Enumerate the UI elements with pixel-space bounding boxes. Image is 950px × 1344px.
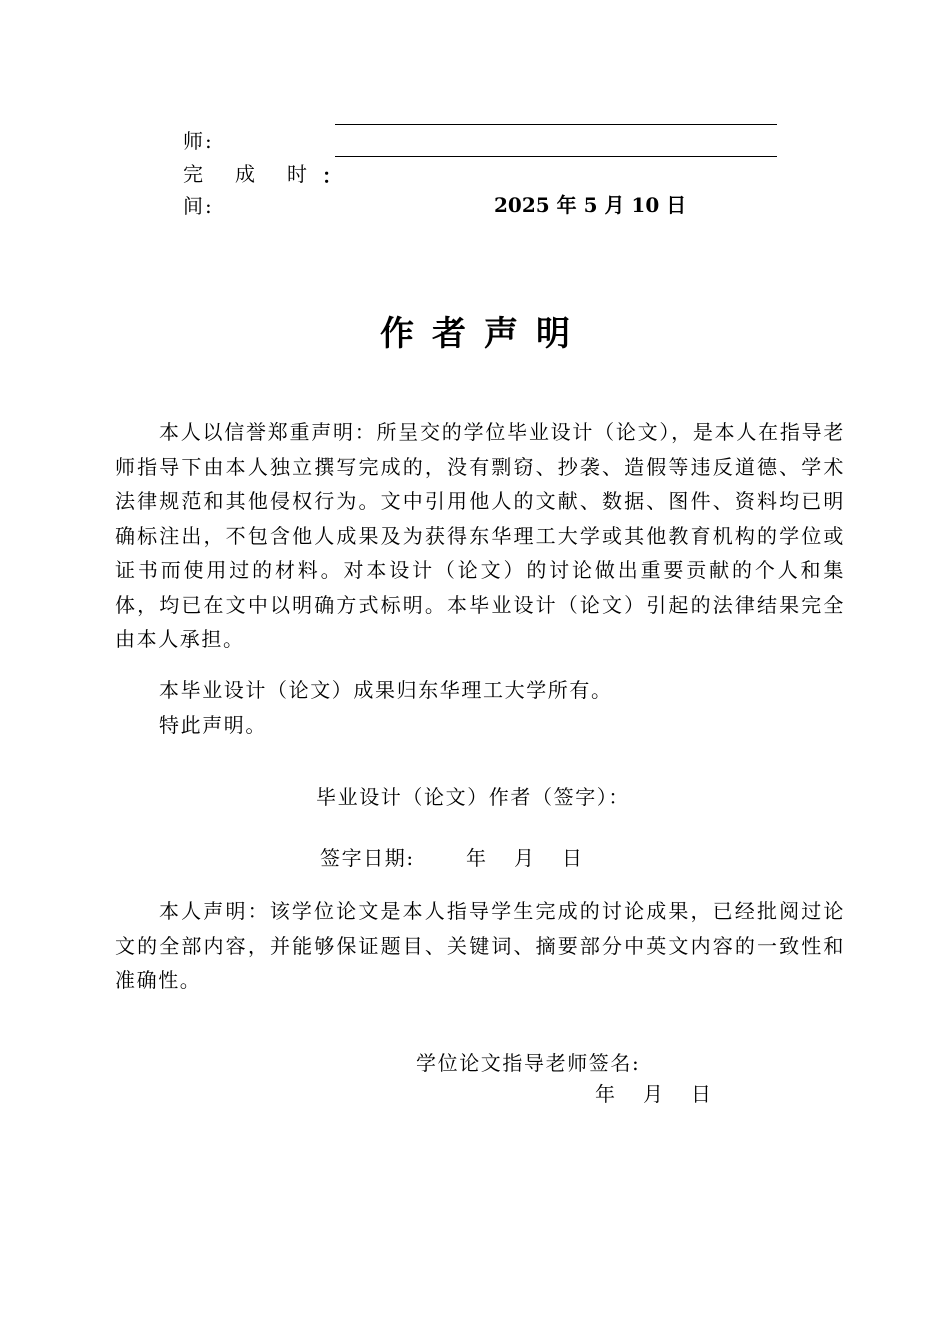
declaration-paragraph-2: 本毕业设计（论文）成果归东华理工大学所有。	[159, 678, 613, 702]
completion-colon: ：	[322, 164, 344, 188]
completion-label-bottom: 间:	[183, 194, 214, 218]
advisor-signature-line	[335, 124, 777, 125]
completion-date: 2025 年 5 月 10 日	[494, 193, 687, 217]
declaration-paragraph-1: 本人以信誉郑重声明：所呈交的学位毕业设计（论文），是本人在指导老师指导下由本人独立撰写完成的，没有剽窃、抄袭、造假等违反道德、学术法律规范和其他侵权行为。文中引用他人的文献、数据、图件、资料均已明确标注出，不包含他人成果及为获得东华理工大学或其他教育机构的学位或证书而使用过的材料。对本设计（论文）的讨论做出重要贡献的个人和集体，均已在文中以明确方式标明。本毕业设计（论文）引起的法律结果完全由本人承担。	[115, 420, 845, 651]
author-signature-label: 毕业设计（论文）作者（签字）：	[316, 785, 630, 809]
advisor-label-tail: 师:	[183, 129, 214, 153]
signature-date-blank: 年 月 日	[466, 846, 586, 870]
advisor-date-blank: 年 月 日	[595, 1082, 715, 1106]
completion-time-line	[335, 156, 777, 157]
completion-label-top: 完 成 时	[183, 162, 313, 186]
signature-date-label: 签字日期:	[320, 846, 415, 870]
page-title: 作者声明	[380, 314, 588, 354]
advisor-statement-paragraph: 本人声明：该学位论文是本人指导学生完成的讨论成果，已经批阅过论文的全部内容，并能够保证题目、关键词、摘要部分中英文内容的一致性和准确性。	[115, 899, 845, 992]
declaration-paragraph-3: 特此声明。	[159, 713, 267, 737]
advisor-signature-label: 学位论文指导老师签名:	[416, 1051, 641, 1075]
